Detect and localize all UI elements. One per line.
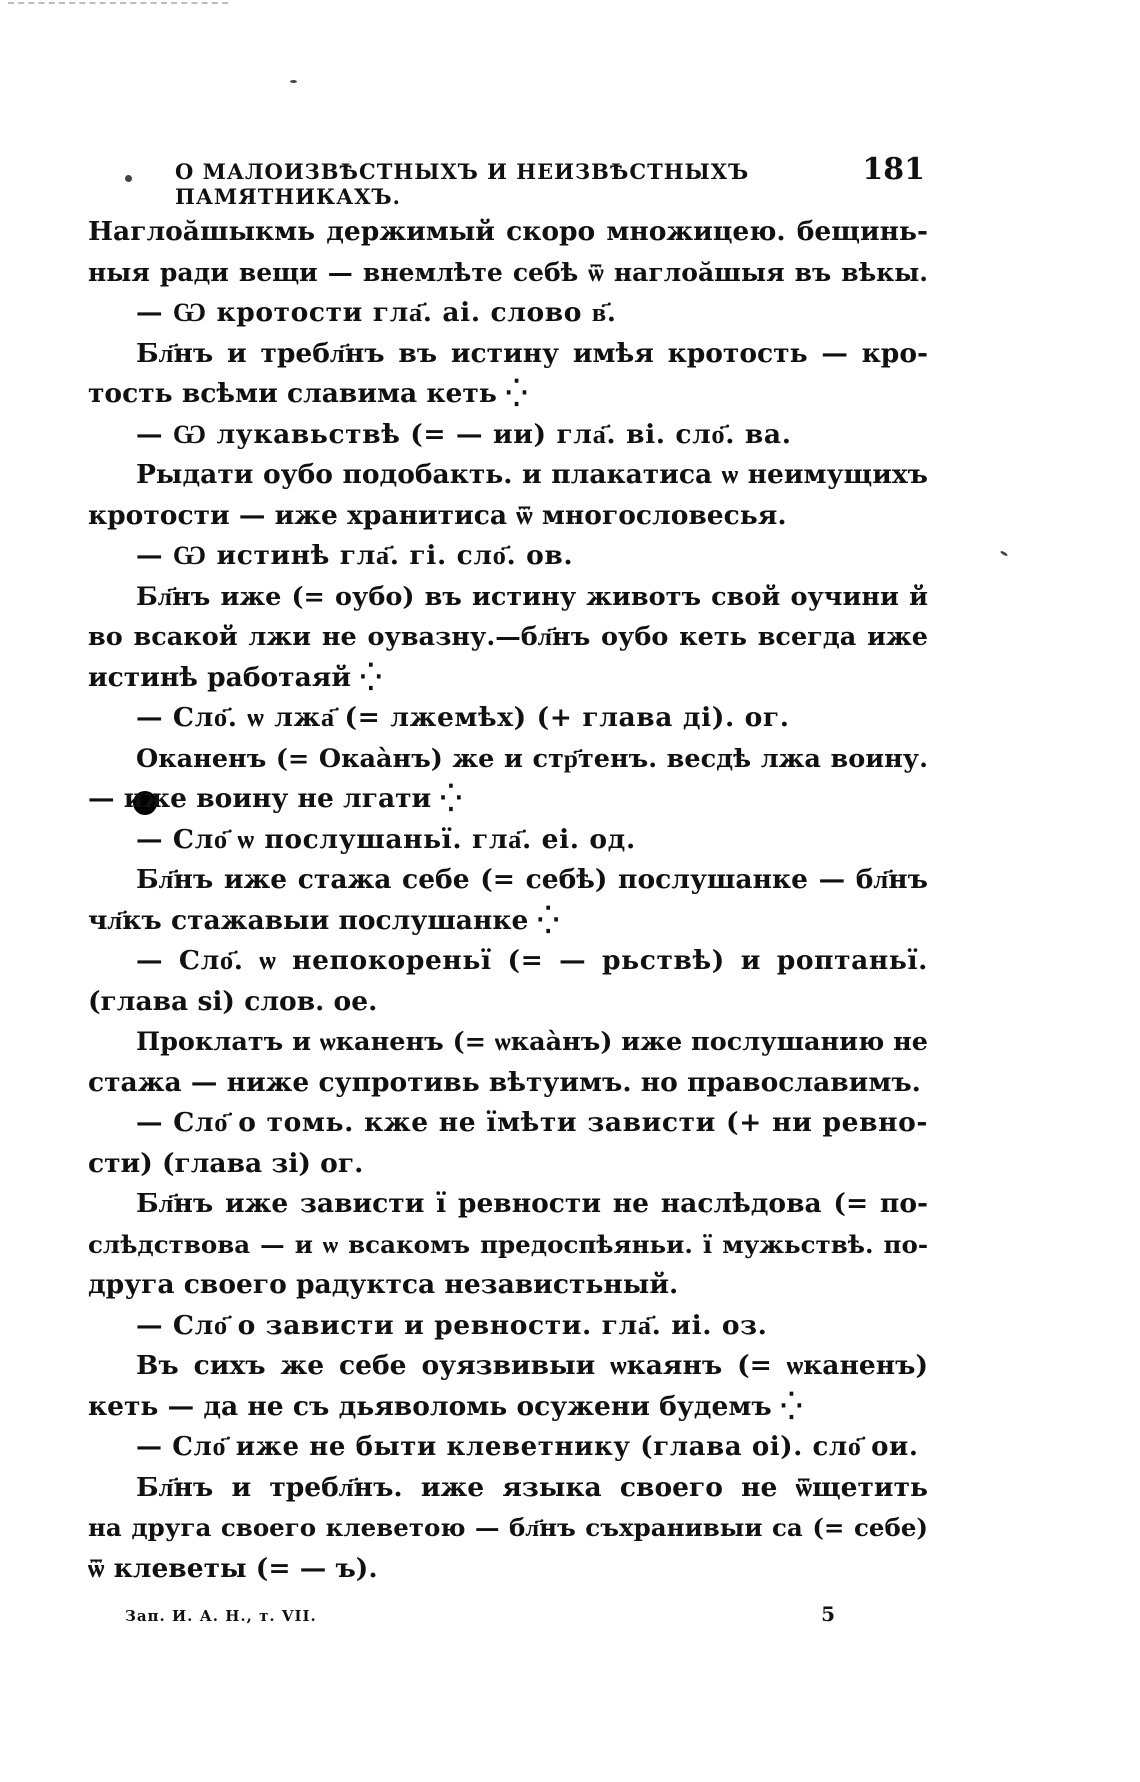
text-line: сти) (глава зі) ог.: [88, 1147, 364, 1179]
page-header: [175, 152, 925, 209]
text-line: Бл҃нъ и требл҃нъ въ истину имѣя кротость — кро-: [136, 337, 928, 369]
scan-edge-marks: [8, 2, 228, 8]
text-line: друга своего радуктса независтьный.: [88, 1269, 679, 1300]
text-line: (глава ѕі) слов. ое.: [88, 985, 378, 1017]
text-line: Оканенъ (= Окаа̀нъ) же и стр҃тенъ. весдѣ лжа воину.: [136, 743, 928, 774]
body-text: [88, 212, 928, 1589]
text-line: кеть — да не съ дьяволомь осужени будемъ ⁛: [88, 1390, 803, 1422]
text-line: Проклатъ и ѡканенъ (= ѡкаа̀нъ) иже послушанию не: [136, 1027, 928, 1057]
text-line: — иже воину не лгати ⁛: [88, 783, 462, 814]
text-line: во всакой лжи не оувазну.—бл҃нъ оубо кеть всегда иже: [88, 622, 928, 652]
text-line: тость всѣми славима кеть ⁛: [88, 378, 528, 409]
section-heading: — Ѡ истинѣ гла҃. гі. сло҃. ов.: [136, 540, 574, 571]
text-line: стажа — ниже супротивь вѣтуимъ. но православимъ.: [88, 1066, 921, 1098]
text-line: ѿ клеветы (= — ъ).: [88, 1552, 378, 1584]
text-line: слѣдствова — и ѡ всакомъ предоспѣяньи. ї мужьствѣ. по-: [88, 1229, 928, 1259]
ink-speck: [290, 80, 297, 83]
text-line: Наглоӑшыкмь держимый скоро множицею. бещинь-: [88, 216, 928, 247]
printer-signature: Зап. И. А. Н., т. VII.: [125, 1607, 317, 1625]
section-heading: — Ѡ кротости гла҃. аі. слово в҃.: [136, 297, 617, 328]
page-footer: [125, 1602, 835, 1626]
section-heading: — Сло҃ ѡ послушаньї. гла҃. еі. од.: [136, 823, 636, 855]
section-heading: — Сло҃ иже не быти клеветнику (глава оі). сло҃ ои.: [136, 1432, 919, 1462]
text-line: истинѣ работаяй ⁛: [88, 661, 382, 693]
page-number: 181: [862, 152, 925, 187]
text-line: Бл҃нъ иже стажа себе (= себѣ) послушанке — бл҃нъ: [136, 864, 928, 895]
ink-speck: [125, 175, 132, 182]
section-heading: — Сло҃ о томь. кже не їмѣти зависти (+ ни ревно-: [136, 1107, 928, 1138]
text-line: ныя ради вещи — внемлѣте себѣ ѿ наглоӑшыя въ вѣкы.: [88, 257, 928, 287]
text-line: чл҃къ стажавыи послушанке ⁛: [88, 904, 559, 936]
section-heading: — Сло҃. ѡ лжа҃ (= лжемѣх) (+ глава ді). ог.: [136, 702, 790, 733]
text-line: на друга своего клеветою — бл҃нъ съхранивыи са (= себе): [88, 1513, 928, 1542]
text-line: кротости — иже хранитиса ѿ многословесья.: [88, 499, 787, 531]
text-line: Бл҃нъ и требл҃нъ. иже языка своего не ѿщетить: [136, 1471, 928, 1503]
section-heading: — Сло҃ о зависти и ревности. гла҃. иі. оз.: [136, 1309, 768, 1341]
text-line: Бл҃нъ иже зависти ї ревности не наслѣдова (= по-: [136, 1188, 928, 1219]
section-heading: — Ѡ лукавьствѣ (= — ии) гла҃. ві. сло҃. ва.: [136, 418, 792, 450]
text-line: Въ сихъ же себе оуязвивыи ѡкаянъ (= ѡканенъ): [136, 1350, 928, 1381]
sheet-number: 5: [821, 1602, 835, 1626]
running-title: О МАЛОИЗВѢСТНЫХЪ И НЕИЗВѢСТНЫХЪ ПАМЯТНИКАХЪ.: [175, 159, 750, 209]
text-line: Рыдати оубо подобакть. и плакатиса ѡ неимущихъ: [136, 459, 928, 490]
text-line: Бл҃нъ иже (= оубо) въ истину животъ свой оучини й: [136, 581, 928, 612]
section-heading: — Сло҃. ѡ непокореньї (= — рьствѣ) и роптаньї.: [136, 945, 928, 976]
ink-speck: [1000, 550, 1008, 557]
